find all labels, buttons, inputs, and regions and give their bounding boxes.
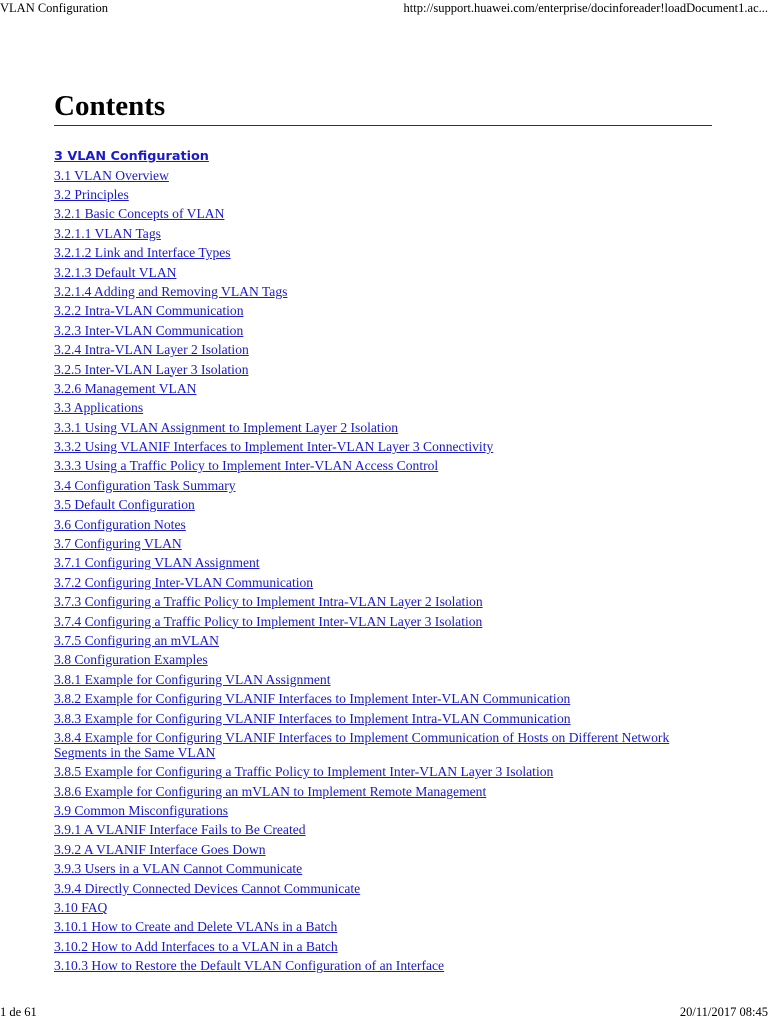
toc-item — [54, 226, 714, 241]
toc-link-3-10-3[interactable]: 3.10.3 How to Restore the Default VLAN Configuration of an Interface — [54, 958, 445, 974]
toc-item — [54, 458, 714, 473]
toc-item — [54, 555, 714, 570]
toc-item — [54, 711, 714, 726]
document-title: VLAN Configuration — [0, 1, 108, 15]
toc-link-3-2-2[interactable]: 3.2.2 Intra-VLAN Communication — [54, 303, 244, 319]
toc-item — [54, 168, 714, 183]
toc-link-3-8-5[interactable]: 3.8.5 Example for Configuring a Traffic Policy to Implement Inter-VLAN Layer 3 Isolation — [54, 764, 554, 780]
toc-link-3-5[interactable]: 3.5 Default Configuration — [54, 497, 195, 513]
toc-link-3-7-4[interactable]: 3.7.4 Configuring a Traffic Policy to Implement Inter-VLAN Layer 3 Isolation — [54, 613, 483, 629]
toc-item — [54, 342, 714, 357]
toc-link-3-2-1[interactable]: 3.2.1 Basic Concepts of VLAN — [54, 206, 225, 222]
toc-item — [54, 919, 714, 934]
toc-link-3-2-1-2[interactable]: 3.2.1.2 Link and Interface Types — [54, 245, 231, 261]
toc-link-3-4[interactable]: 3.4 Configuration Task Summary — [54, 477, 236, 493]
toc-link-3-1[interactable]: 3.1 VLAN Overview — [54, 167, 169, 183]
toc-item — [54, 303, 714, 318]
toc-link-3-9-2[interactable]: 3.9.2 A VLANIF Interface Goes Down — [54, 841, 266, 857]
toc-item — [54, 594, 714, 609]
toc-item — [54, 939, 714, 954]
toc-link-3-3-1[interactable]: 3.3.1 Using VLAN Assignment to Implement Layer 2 Isolation — [54, 419, 399, 435]
toc-item — [54, 497, 714, 512]
toc-link-3-7-3[interactable]: 3.7.3 Configuring a Traffic Policy to Implement Intra-VLAN Layer 2 Isolation — [54, 594, 483, 610]
toc-item — [54, 206, 714, 221]
toc-item — [54, 652, 714, 667]
print-datetime: 20/11/2017 08:45 — [679, 1005, 768, 1019]
toc-item — [54, 148, 714, 165]
toc-link-3-9-1[interactable]: 3.9.1 A VLANIF Interface Fails to Be Created — [54, 822, 306, 838]
toc-link-3-3[interactable]: 3.3 Applications — [54, 400, 144, 416]
toc-link-3-2-5[interactable]: 3.2.5 Inter-VLAN Layer 3 Isolation — [54, 361, 249, 377]
toc-link-3-3-3[interactable]: 3.3.3 Using a Traffic Policy to Implement Inter-VLAN Access Control — [54, 458, 439, 474]
toc-link-3-8-2[interactable]: 3.8.2 Example for Configuring VLANIF Interfaces to Implement Inter-VLAN Communication — [54, 691, 571, 707]
toc-link-3-8-4[interactable]: 3.8.4 Example for Configuring VLANIF Interfaces to Implement Communication of Hosts on Different Network Segments in the Same VLAN — [54, 729, 670, 760]
toc-item — [54, 672, 714, 687]
toc-item — [54, 842, 714, 857]
print-header — [0, 0, 768, 16]
table-of-contents — [54, 148, 714, 978]
toc-link-3-9-4[interactable]: 3.9.4 Directly Connected Devices Cannot Communicate — [54, 880, 361, 896]
toc-item — [54, 633, 714, 648]
toc-link-3[interactable]: 3 VLAN Configuration — [54, 149, 209, 164]
contents-heading: Contents — [54, 90, 166, 122]
toc-item — [54, 730, 714, 760]
toc-item — [54, 517, 714, 532]
toc-link-3-9-3[interactable]: 3.9.3 Users in a VLAN Cannot Communicate — [54, 861, 303, 877]
toc-link-3-9[interactable]: 3.9 Common Misconfigurations — [54, 803, 229, 819]
toc-item — [54, 575, 714, 590]
toc-item — [54, 420, 714, 435]
toc-link-3-10[interactable]: 3.10 FAQ — [54, 900, 108, 916]
page-counter: 1 de 61 — [0, 1005, 37, 1019]
toc-item — [54, 536, 714, 551]
toc-item — [54, 691, 714, 706]
toc-link-3-7-1[interactable]: 3.7.1 Configuring VLAN Assignment — [54, 555, 260, 571]
toc-item — [54, 881, 714, 896]
toc-item — [54, 439, 714, 454]
toc-item — [54, 822, 714, 837]
toc-link-3-2-1-1[interactable]: 3.2.1.1 VLAN Tags — [54, 225, 161, 241]
toc-item — [54, 900, 714, 915]
toc-link-3-7-2[interactable]: 3.7.2 Configuring Inter-VLAN Communication — [54, 574, 314, 590]
toc-item — [54, 245, 714, 260]
toc-link-3-6[interactable]: 3.6 Configuration Notes — [54, 516, 186, 532]
toc-item — [54, 265, 714, 280]
toc-item — [54, 323, 714, 338]
toc-item — [54, 362, 714, 377]
toc-item — [54, 614, 714, 629]
toc-item — [54, 478, 714, 493]
toc-link-3-2-6[interactable]: 3.2.6 Management VLAN — [54, 380, 197, 396]
toc-item — [54, 381, 714, 396]
toc-item — [54, 187, 714, 202]
toc-link-3-7[interactable]: 3.7 Configuring VLAN — [54, 536, 182, 552]
toc-link-3-2-3[interactable]: 3.2.3 Inter-VLAN Communication — [54, 322, 244, 338]
toc-item — [54, 861, 714, 876]
toc-link-3-8-6[interactable]: 3.8.6 Example for Configuring an mVLAN to Implement Remote Management — [54, 783, 487, 799]
toc-link-3-2-4[interactable]: 3.2.4 Intra-VLAN Layer 2 Isolation — [54, 342, 249, 358]
toc-link-3-8-1[interactable]: 3.8.1 Example for Configuring VLAN Assignment — [54, 671, 331, 687]
toc-item — [54, 400, 714, 415]
toc-link-3-3-2[interactable]: 3.3.2 Using VLANIF Interfaces to Implement Inter-VLAN Layer 3 Connectivity — [54, 439, 494, 455]
toc-link-3-8-3[interactable]: 3.8.3 Example for Configuring VLANIF Interfaces to Implement Intra-VLAN Communication — [54, 710, 571, 726]
toc-item — [54, 784, 714, 799]
toc-item — [54, 958, 714, 973]
toc-link-3-2-1-4[interactable]: 3.2.1.4 Adding and Removing VLAN Tags — [54, 283, 288, 299]
toc-link-3-2-1-3[interactable]: 3.2.1.3 Default VLAN — [54, 264, 177, 280]
print-footer — [0, 1004, 768, 1020]
toc-item — [54, 284, 714, 299]
toc-link-3-10-1[interactable]: 3.10.1 How to Create and Delete VLANs in a Batch — [54, 919, 338, 935]
toc-item — [54, 803, 714, 818]
toc-item — [54, 764, 714, 779]
page-url: http://support.huawei.com/enterprise/docinforeader!loadDocument1.ac... — [403, 1, 768, 15]
toc-link-3-7-5[interactable]: 3.7.5 Configuring an mVLAN — [54, 632, 219, 648]
heading-divider — [54, 125, 712, 126]
toc-link-3-2[interactable]: 3.2 Principles — [54, 186, 129, 202]
toc-link-3-10-2[interactable]: 3.10.2 How to Add Interfaces to a VLAN in a Batch — [54, 938, 338, 954]
toc-link-3-8[interactable]: 3.8 Configuration Examples — [54, 652, 208, 668]
